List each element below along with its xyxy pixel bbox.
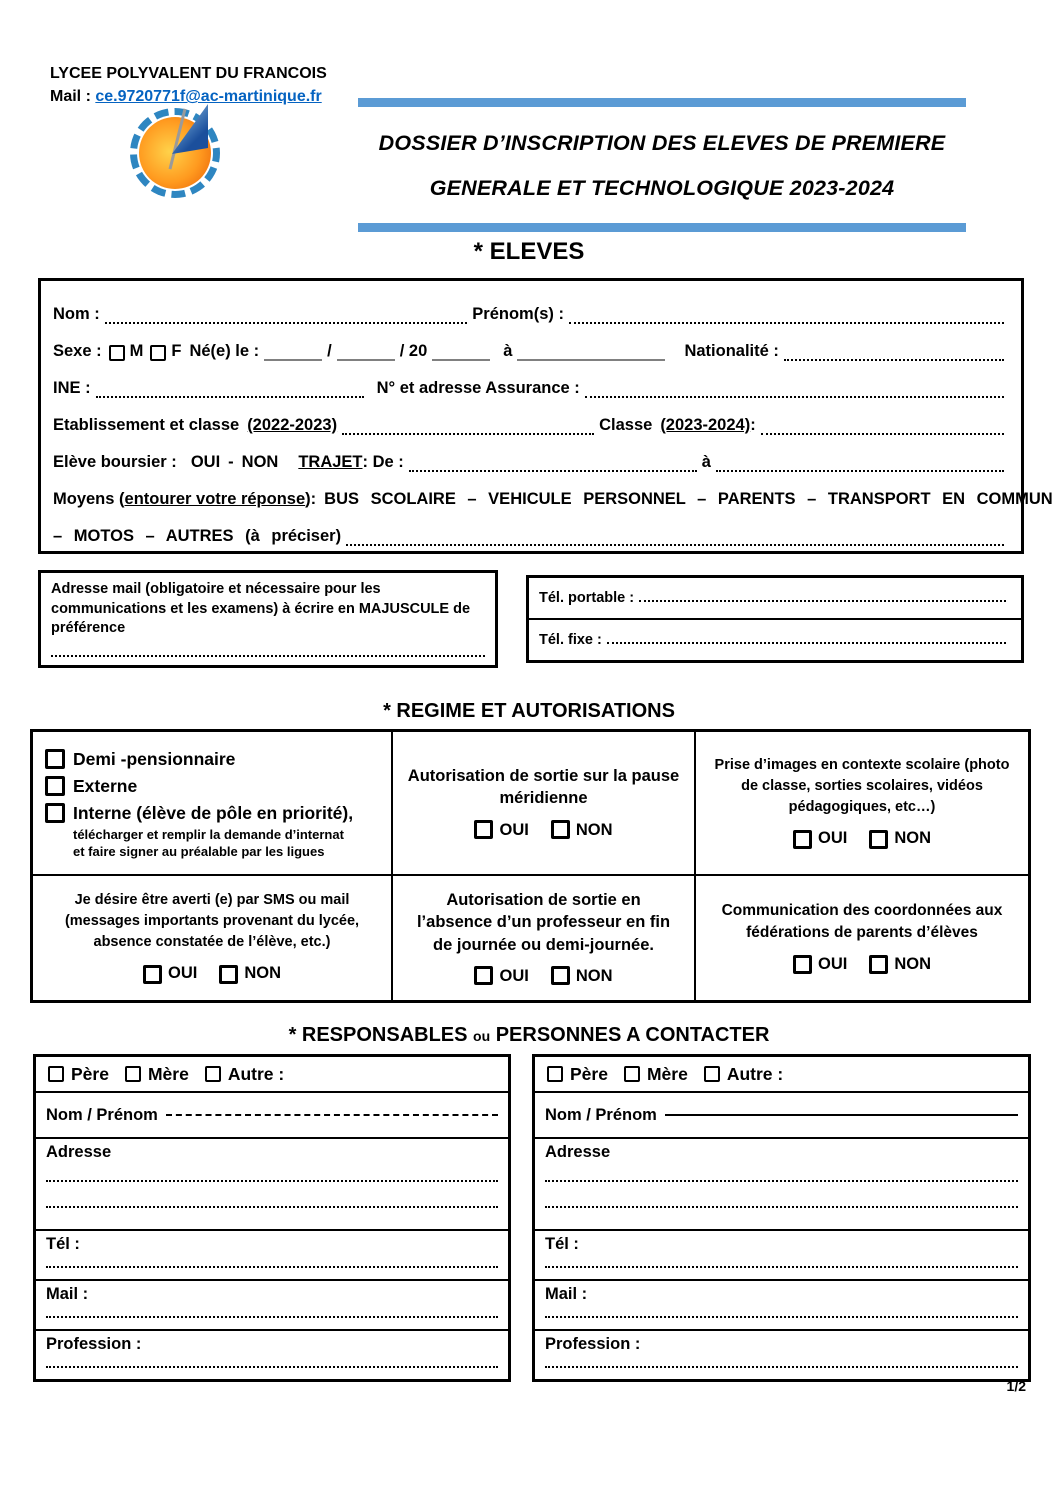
boursier-label: Elève boursier : xyxy=(53,453,177,471)
r1-mere-label: Mère xyxy=(147,1063,189,1084)
form-line-ine-assurance xyxy=(53,361,1009,398)
r2-profession-label: Profession : xyxy=(545,1335,641,1353)
boursier-non[interactable]: NON xyxy=(241,453,279,471)
responsable-1-adresse-row xyxy=(36,1137,508,1229)
form-line-moyens xyxy=(53,472,1053,509)
checkbox-sortie-oui[interactable] xyxy=(474,966,493,985)
r2-adresse-field-line2[interactable] xyxy=(545,1206,1018,1208)
school-logo xyxy=(130,108,220,198)
etablissement-field[interactable] xyxy=(342,428,594,435)
r2-tel-label: Tél : xyxy=(545,1235,579,1253)
sortie-non-label: NON xyxy=(575,966,613,985)
birth-place-field[interactable] xyxy=(517,354,665,361)
form-line-sexe-naissance xyxy=(53,324,1009,361)
moyens-label-pre: Moyens ( xyxy=(53,490,125,508)
page-number: 1/2 xyxy=(1006,1378,1026,1394)
r2-nom-prenom-label: Nom / Prénom xyxy=(545,1105,657,1124)
form-line-boursier-trajet xyxy=(53,435,1009,472)
images-oui-label: OUI xyxy=(817,829,848,848)
option-demi-pensionnaire xyxy=(45,749,235,770)
checkbox-communication-oui[interactable] xyxy=(793,955,812,974)
form-line-etablissement-classe xyxy=(53,398,1009,435)
classe-field[interactable] xyxy=(761,428,1004,435)
r2-profession-field[interactable] xyxy=(545,1366,1018,1368)
trajet-de-field[interactable] xyxy=(409,465,697,472)
sortie-ouinon xyxy=(474,965,612,987)
sortie-absence-text: Autorisation de sortie en l’absence d’un professeur en fin de journée ou demi-journée. xyxy=(416,890,671,954)
images-non-label: NON xyxy=(894,829,931,848)
responsable-1-nom-row xyxy=(36,1091,508,1137)
r2-mere-label: Mère xyxy=(646,1063,688,1084)
r2-adresse-field-line1[interactable] xyxy=(545,1180,1018,1182)
r2-tel-field[interactable] xyxy=(545,1266,1018,1268)
checkbox-externe[interactable] xyxy=(45,776,65,796)
classe-year: (2023-2024) xyxy=(660,416,751,434)
interne-label: Interne (élève de pôle en priorité), xyxy=(73,802,354,823)
responsables-heading-ou: ou xyxy=(473,1028,491,1044)
communication-ouinon xyxy=(793,953,931,976)
document-title xyxy=(358,107,966,223)
title-top-bar xyxy=(358,98,966,107)
etablissement-year: (2022-2023) xyxy=(247,416,338,434)
responsable-1-type-row xyxy=(36,1057,508,1091)
checkbox-r1-pere[interactable] xyxy=(48,1066,64,1082)
responsables-heading-post: PERSONNES A CONTACTER xyxy=(490,1024,770,1046)
responsable-1-panel xyxy=(33,1054,511,1382)
tel-portable-field[interactable] xyxy=(639,595,1006,602)
adresse-mail-field[interactable] xyxy=(51,655,485,657)
trajet-label: TRAJET xyxy=(298,453,363,471)
birth-place-a-label: à xyxy=(503,342,513,360)
mail-label: Mail : xyxy=(50,88,91,106)
assurance-field[interactable] xyxy=(585,391,1004,398)
tel-fixe-field[interactable] xyxy=(607,637,1006,644)
nom-field[interactable] xyxy=(105,317,468,324)
slash-1: / xyxy=(327,342,332,360)
checkbox-sexe-f[interactable] xyxy=(150,345,166,361)
regime-cell-sms xyxy=(33,876,393,1000)
r1-tel-label: Tél : xyxy=(46,1235,80,1253)
contact-row xyxy=(38,570,1024,668)
checkbox-r2-mere[interactable] xyxy=(624,1066,640,1082)
title-bottom-bar xyxy=(358,223,966,232)
sexe-f-label: F xyxy=(171,342,182,360)
responsable-2-adresse-row xyxy=(535,1137,1028,1229)
communication-non-label: NON xyxy=(894,954,931,973)
sexe-label: Sexe : xyxy=(53,342,102,360)
form-line-moyens-suite xyxy=(53,509,1009,546)
eleves-heading: * ELEVES xyxy=(473,238,585,265)
regime-heading: * REGIME ET AUTORISATIONS xyxy=(383,700,675,722)
trajet-a-label: à xyxy=(701,453,711,471)
moyens-options-suite[interactable]: – MOTOS – AUTRES (à préciser) xyxy=(53,527,342,545)
responsable-2-type-row xyxy=(535,1057,1028,1091)
responsable-2-tel-row xyxy=(535,1229,1028,1279)
prenom-label: Prénom(s) : xyxy=(472,305,564,323)
checkbox-communication-non[interactable] xyxy=(869,955,888,974)
regime-table xyxy=(30,729,1031,1003)
sortie-oui-label: OUI xyxy=(499,966,529,985)
title-block xyxy=(358,98,966,232)
moyens-label-post: ): xyxy=(305,490,317,508)
moyens-options[interactable]: BUS SCOLAIRE – VEHICULE PERSONNEL – PARENTS – TRANSPORT EN COMMUN xyxy=(324,490,1053,508)
option-externe xyxy=(45,776,137,797)
eleves-section xyxy=(38,278,1053,554)
checkbox-r2-pere[interactable] xyxy=(547,1066,563,1082)
images-ouinon xyxy=(793,827,931,851)
tel-portable-label: Tél. portable : xyxy=(539,590,635,606)
responsable-1-profession-row xyxy=(36,1329,508,1379)
r1-mail-field[interactable] xyxy=(46,1316,498,1318)
responsable-1-mail-row xyxy=(36,1279,508,1329)
sms-oui-label: OUI xyxy=(167,964,198,983)
sms-text: Je désire être averti (e) par SMS ou mail (messages importants provenant du lycée, absence constatée de l’élève, etc.) xyxy=(64,892,360,951)
r1-tel-field[interactable] xyxy=(46,1266,498,1268)
assurance-label: N° et adresse Assurance : xyxy=(376,379,580,397)
r1-profession-label: Profession : xyxy=(46,1335,142,1353)
moyens-label-underlined: entourer votre réponse xyxy=(124,490,306,508)
checkbox-demi-pensionnaire[interactable] xyxy=(45,749,65,769)
year-prefix: / 20 xyxy=(399,342,428,360)
etablissement-label: Etablissement et classe xyxy=(53,416,240,434)
regime-cell-sortie-absence xyxy=(393,876,696,1000)
r1-profession-field[interactable] xyxy=(46,1366,498,1368)
r2-mail-field[interactable] xyxy=(545,1316,1018,1318)
checkbox-r2-autre[interactable] xyxy=(704,1066,720,1082)
responsable-2-mail-row xyxy=(535,1279,1028,1329)
prenom-field[interactable] xyxy=(569,317,1004,324)
r1-adresse-field-line2[interactable] xyxy=(46,1206,498,1208)
telephones-box xyxy=(526,575,1024,663)
checkbox-images-non[interactable] xyxy=(869,830,888,849)
checkbox-sortie-non[interactable] xyxy=(551,966,570,985)
regime-cell-pension xyxy=(33,732,393,876)
school-email-link[interactable]: ce.9720771f@ac-martinique.fr xyxy=(95,88,322,106)
nationalite-field[interactable] xyxy=(784,354,1004,361)
checkbox-interne[interactable] xyxy=(45,803,65,823)
demi-pensionnaire-label: Demi -pensionnaire xyxy=(73,748,236,769)
classe-colon: : xyxy=(750,416,756,434)
communication-oui-label: OUI xyxy=(817,954,848,973)
regime-cell-pause-meridienne xyxy=(393,732,696,876)
title-line-2: GENERALE ET TECHNOLOGIQUE 2023-2024 xyxy=(429,176,895,201)
tel-fixe-label: Tél. fixe : xyxy=(539,632,602,648)
birth-day-field[interactable] xyxy=(264,354,322,361)
regime-cell-prise-images xyxy=(696,732,1028,876)
checkbox-sms-non[interactable] xyxy=(219,965,238,984)
adresse-mail-instructions: Adresse mail (obligatoire et nécessaire pour les communications et les examens) à écrire en MAJUSCULE de préférence xyxy=(51,581,471,637)
tel-fixe-row xyxy=(529,618,1021,660)
ne-le-label: Né(e) le : xyxy=(189,342,260,360)
checkbox-pause-non[interactable] xyxy=(551,820,570,839)
responsables-panels xyxy=(33,1054,1031,1382)
classe-label: Classe xyxy=(599,416,653,434)
r2-nom-prenom-field[interactable] xyxy=(665,1114,1018,1116)
responsable-1-tel-row xyxy=(36,1229,508,1279)
nationalite-label: Nationalité : xyxy=(684,342,779,360)
school-mail-line xyxy=(50,85,327,108)
responsable-2-profession-row xyxy=(535,1329,1028,1379)
externe-label: Externe xyxy=(73,775,138,796)
r2-adresse-label: Adresse xyxy=(545,1143,611,1161)
r1-adresse-label: Adresse xyxy=(46,1143,112,1161)
responsable-2-nom-row xyxy=(535,1091,1028,1137)
ine-label: INE : xyxy=(53,379,91,397)
pause-non-label: NON xyxy=(575,820,613,839)
r1-adresse-field-line1[interactable] xyxy=(46,1180,498,1182)
checkbox-images-oui[interactable] xyxy=(793,830,812,849)
r2-mail-label: Mail : xyxy=(545,1285,588,1303)
pause-oui-label: OUI xyxy=(499,820,529,839)
header-school-block xyxy=(50,62,327,108)
interne-note-line2: et faire signer au préalable par les ligues xyxy=(73,843,325,859)
pause-meridienne-text: Autorisation de sortie sur la pause méridienne xyxy=(407,767,680,808)
ine-field[interactable] xyxy=(96,391,364,398)
interne-note-line1: télécharger et remplir la demande d’internat xyxy=(73,826,344,842)
checkbox-sms-oui[interactable] xyxy=(143,965,162,984)
boursier-oui[interactable]: OUI xyxy=(190,453,221,471)
option-interne xyxy=(45,803,353,824)
r1-autre-label: Autre : xyxy=(227,1063,285,1084)
tel-portable-row xyxy=(529,578,1021,618)
form-line-nom-prenom xyxy=(53,287,1009,324)
r1-nom-prenom-label: Nom / Prénom xyxy=(46,1105,158,1124)
r1-mail-label: Mail : xyxy=(46,1285,89,1303)
responsables-heading xyxy=(0,1024,1058,1047)
checkbox-sexe-m[interactable] xyxy=(109,345,125,361)
r1-pere-label: Père xyxy=(71,1063,109,1084)
trajet-a-field[interactable] xyxy=(716,465,1004,472)
communication-text: Communication des coordonnées aux fédérations de parents d’élèves xyxy=(721,902,1003,941)
sms-ouinon xyxy=(143,962,281,986)
prise-images-text: Prise d’images en contexte scolaire (photo de classe, sorties scolaires, vidéos pédagogiques, etc…) xyxy=(714,757,1010,816)
checkbox-r1-autre[interactable] xyxy=(205,1066,221,1082)
pause-ouinon xyxy=(474,819,612,841)
sms-non-label: NON xyxy=(244,964,281,983)
school-name: LYCEE POLYVALENT DU FRANCOIS xyxy=(50,65,327,82)
r1-nom-prenom-field[interactable] xyxy=(166,1114,498,1116)
title-line-1: DOSSIER D’INSCRIPTION DES ELEVES DE PREMIERE xyxy=(378,131,946,155)
sexe-m-label: M xyxy=(129,342,144,360)
nom-label: Nom : xyxy=(53,305,100,323)
responsables-heading-pre: * RESPONSABLES xyxy=(288,1024,474,1046)
responsable-2-panel xyxy=(532,1054,1031,1382)
checkbox-pause-oui[interactable] xyxy=(474,820,493,839)
moyens-autres-field[interactable] xyxy=(346,539,1004,546)
regime-cell-communication xyxy=(696,876,1028,1000)
r2-autre-label: Autre : xyxy=(726,1063,784,1084)
checkbox-r1-mere[interactable] xyxy=(125,1066,141,1082)
r2-pere-label: Père xyxy=(570,1063,608,1084)
trajet-de-label: : De : xyxy=(362,453,404,471)
adresse-mail-box xyxy=(38,570,498,668)
birth-year-field[interactable] xyxy=(432,354,490,361)
birth-month-field[interactable] xyxy=(337,354,395,361)
boursier-dash: - xyxy=(228,453,234,471)
